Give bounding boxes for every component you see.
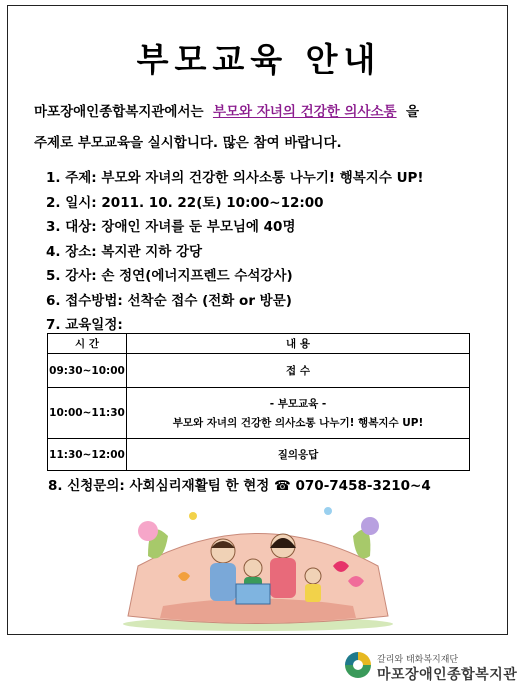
schedule-header-row [48, 334, 470, 354]
schedule-header-content: 내 용 [127, 334, 470, 354]
schedule-table [47, 333, 470, 471]
schedule-content [127, 388, 470, 439]
foundation-logo-icon [343, 650, 373, 680]
schedule-content-desc: 부모와 자녀의 건강한 의사소통 나누기! 행복지수 UP! [172, 417, 424, 429]
footer-subtitle: 갈리와 태화복지재단 [377, 655, 459, 665]
info-item-lecturer: 5. 강사: 손 정연(에너지프렌드 수석강사) [46, 268, 293, 284]
info-item-schedule: 7. 교육일정: [46, 317, 123, 333]
intro-suffix: 을 [406, 104, 420, 120]
schedule-content: 접 수 [127, 354, 470, 388]
schedule-time: 10:00~11:30 [48, 388, 127, 439]
info-item-date: 2. 일시: 2011. 10. 22(토) 10:00~12:00 [46, 194, 324, 211]
schedule-content: 질의응답 [127, 439, 470, 471]
footer-org-name: 마포장애인종합복지관 [377, 667, 518, 683]
info-item-topic: 1. 주제: 부모와 자녀의 건강한 의사소통 나누기! 행복지수 UP! [46, 170, 424, 186]
contact-line: 8. 신청문의: 사회심리재활팀 한 현정 ☎ 070-7458-3210~4 [48, 478, 431, 494]
intro-line-1 [34, 97, 494, 128]
schedule-header-time: 시 간 [48, 334, 127, 354]
schedule-time: 11:30~12:00 [48, 439, 127, 471]
schedule-content-title: - 부모교육 - [269, 398, 327, 410]
intro-paragraph [34, 97, 494, 159]
schedule-row [48, 388, 470, 439]
intro-highlight: 부모와 자녀의 건강한 의사소통 [212, 104, 397, 120]
info-item-registration: 6. 접수방법: 선착순 접수 (전화 or 방문) [46, 292, 292, 309]
schedule-row [48, 439, 470, 471]
intro-line-2: 주제로 부모교육을 실시합니다. 많은 참여 바랍니다. [34, 135, 342, 151]
intro-prefix: 마포장애인종합복지관에서는 [34, 104, 204, 120]
schedule-time: 09:30~10:00 [48, 354, 127, 388]
schedule-row [48, 354, 470, 388]
page-title: 부모교육 안내 [136, 40, 382, 79]
info-item-target: 3. 대상: 장애인 자녀를 둔 부모님에 40명 [46, 219, 296, 235]
family-illustration [108, 496, 408, 631]
info-list [46, 166, 424, 338]
info-item-place: 4. 장소: 복지관 지하 강당 [46, 243, 203, 260]
